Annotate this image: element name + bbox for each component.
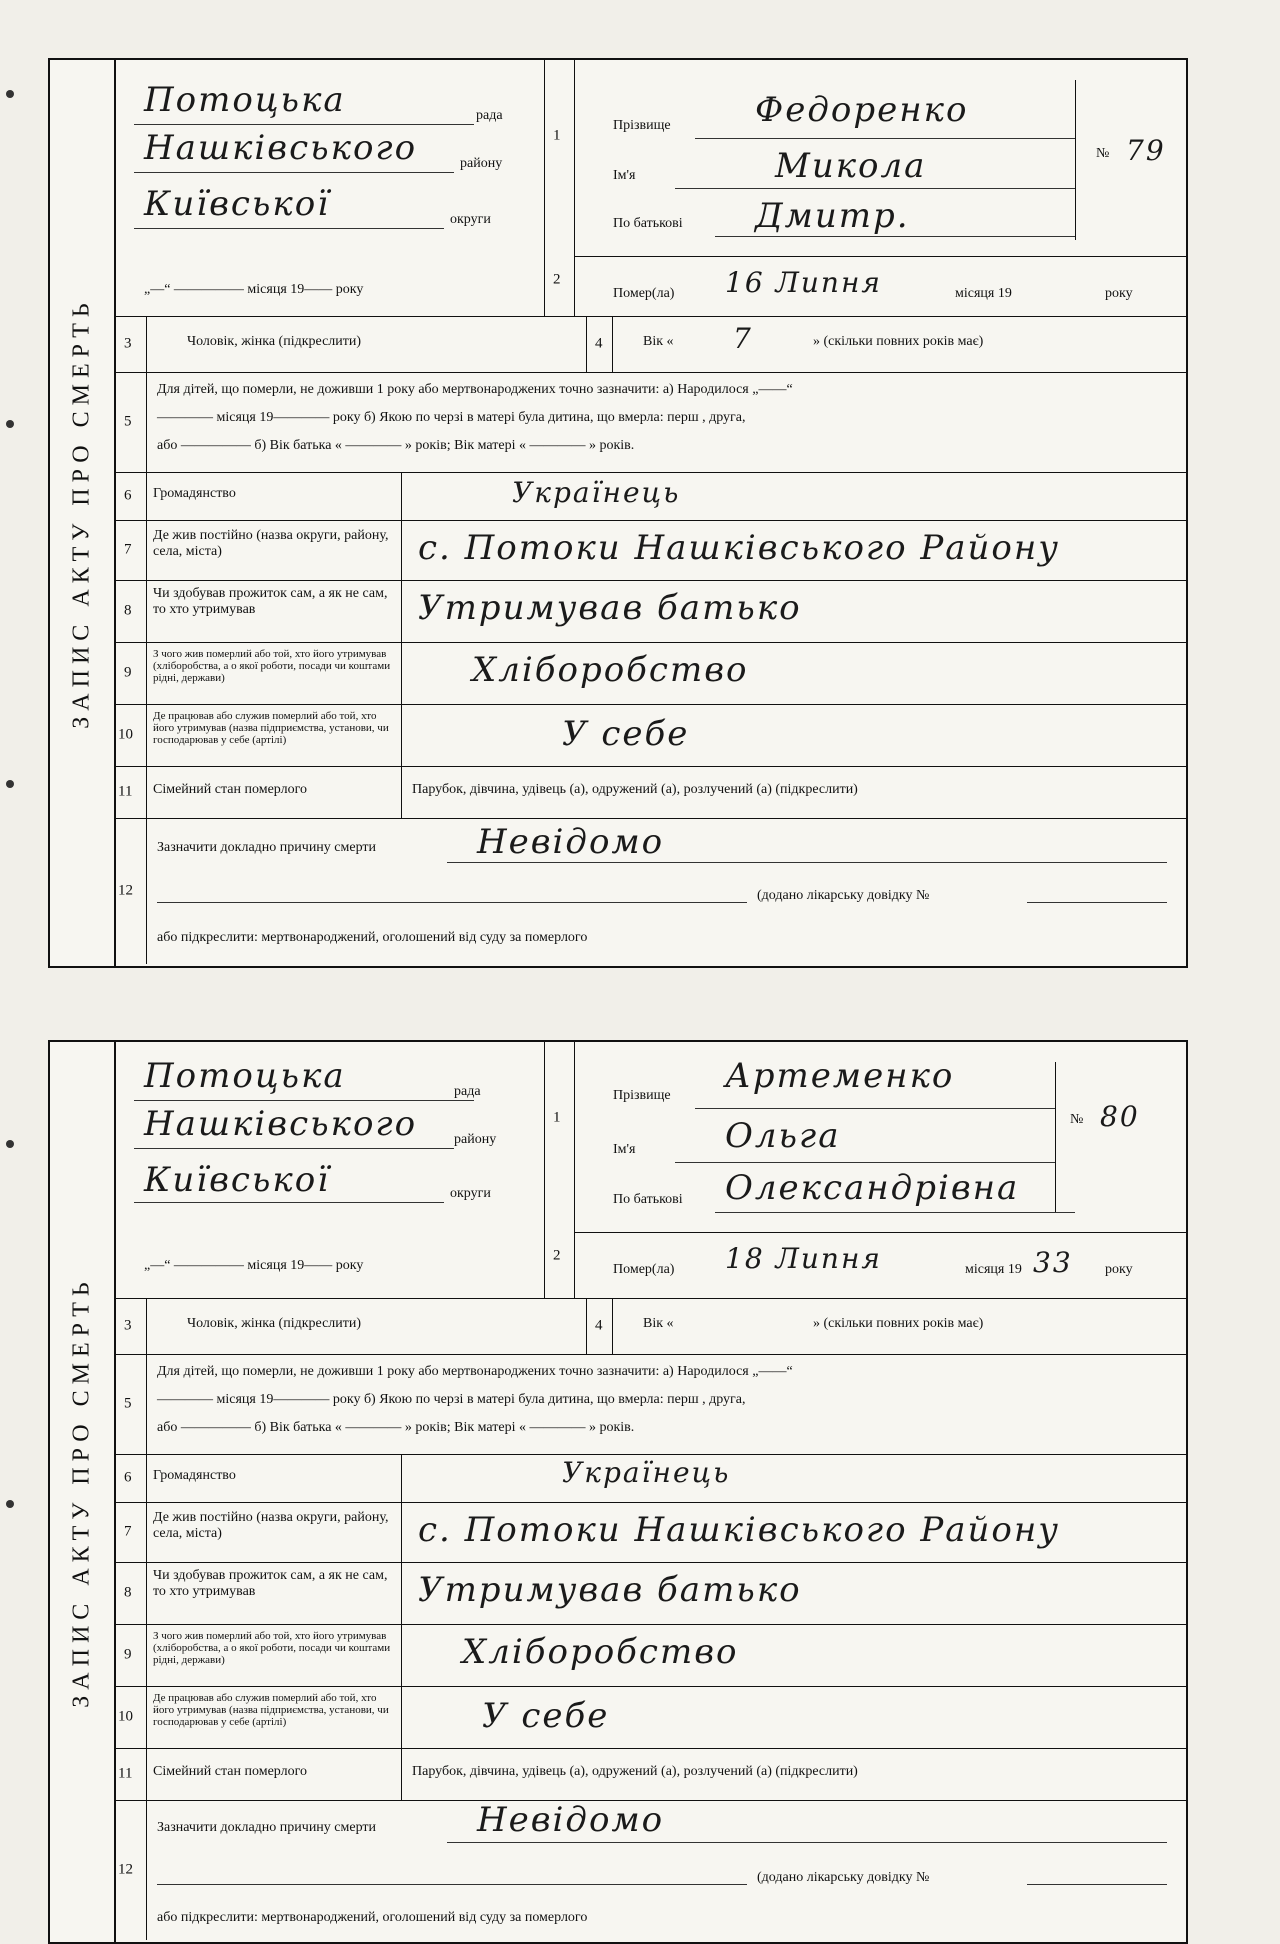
binding-hole	[6, 420, 14, 428]
row-number: 2	[553, 271, 561, 288]
row-sex-age	[114, 1298, 1186, 1355]
died-label: Помер(ла)	[613, 1262, 675, 1277]
cause-handwritten: Невідомо	[477, 1800, 665, 1840]
citizenship-label: Громадянство	[153, 1468, 236, 1483]
certificate-label: (додано лікарську довідку №	[757, 888, 930, 903]
binding-hole	[6, 780, 14, 788]
person-cell	[574, 1042, 1187, 1298]
cause-line	[447, 862, 1167, 863]
value-cell	[401, 1454, 1186, 1502]
okrug-label: округи	[450, 212, 491, 227]
side-title: ЗАПИС АКТУ ПРО СМЕРТЬ	[68, 297, 95, 729]
row-residence	[114, 520, 1186, 581]
children-line-1: Для дітей, що померли, не доживши 1 року або мертвонароджених точно зазначити: а) Народилося „——“	[157, 1364, 793, 1379]
district-handwritten: Нашківського	[144, 1104, 418, 1144]
row-marital	[114, 766, 1186, 819]
council-cell	[114, 1042, 544, 1298]
row-number: 10	[118, 726, 133, 743]
district-label: району	[454, 1132, 497, 1147]
children-line-3: або ————— б) Вік батька « ———— » років; Вік матері « ———— » років.	[157, 438, 635, 453]
row-number: 2	[553, 1247, 561, 1264]
number-handwritten: 79	[1126, 134, 1166, 167]
district-line	[134, 172, 454, 173]
patronymic-label: По батькові	[613, 216, 683, 231]
children-line-2: ———— місяця 19———— року б) Якою по черзі в матері була дитина, що вмерла: перш , друга,	[157, 1392, 746, 1407]
label-cell	[146, 1502, 402, 1562]
work-label: Де працював або служив померлий або той, хто його утримував (назва підприємства, установи, чи господарював у себе (артілі)	[153, 1692, 389, 1729]
value-cell	[401, 1562, 1186, 1624]
label-cell	[146, 520, 402, 580]
row-number-cell	[544, 60, 575, 316]
row-number: 12	[118, 1861, 133, 1878]
died-year-handwritten: 33	[1033, 1246, 1073, 1279]
age-handwritten: 7	[733, 322, 753, 355]
sex-label: Чоловік, жінка (підкреслити)	[187, 334, 362, 349]
row-number: 5	[124, 1395, 132, 1412]
cause-cell	[146, 818, 1186, 964]
name-handwritten: Ольга	[725, 1116, 841, 1156]
binding-hole	[6, 90, 14, 98]
registration-date: „—“ ————— місяця 19—— року	[144, 282, 364, 297]
sex-label: Чоловік, жінка (підкреслити)	[187, 1316, 362, 1331]
row-children	[114, 1354, 1186, 1455]
surname-line	[695, 138, 1075, 139]
died-year-label: року	[1105, 286, 1133, 301]
row-number: 3	[124, 335, 132, 352]
cause-handwritten: Невідомо	[477, 822, 665, 862]
row-number: 1	[553, 127, 561, 144]
work-handwritten: У себе	[482, 1696, 610, 1736]
header-block	[114, 1042, 1186, 1299]
council-cell	[114, 60, 544, 316]
name-label: Ім'я	[613, 168, 636, 183]
died-month-label: місяця 19	[955, 286, 1012, 301]
label-cell	[146, 642, 402, 704]
surname-line	[695, 1108, 1055, 1109]
cause-line-2	[157, 1884, 747, 1885]
number-handwritten: 80	[1100, 1100, 1140, 1133]
row-work	[114, 1686, 1186, 1749]
row-number: 9	[124, 1646, 132, 1663]
value-cell	[401, 472, 1186, 520]
row-number: 3	[124, 1317, 132, 1334]
age-suffix: » (скільки повних років має)	[813, 334, 984, 349]
row-number: 7	[124, 1523, 132, 1540]
sex-cell	[146, 316, 587, 372]
certificate-line	[1027, 902, 1167, 903]
cause-line	[447, 1842, 1167, 1843]
citizenship-label: Громадянство	[153, 486, 236, 501]
label-cell	[146, 1624, 402, 1686]
age-label: Вік «	[643, 1316, 674, 1331]
row-number: 4	[595, 1317, 603, 1334]
age-num-cell	[586, 316, 613, 372]
value-cell	[401, 520, 1186, 580]
underline-note: або підкреслити: мертвонароджений, оголошений від суду за померлого	[157, 1910, 588, 1925]
patronymic-line	[715, 1212, 1075, 1213]
label-cell	[146, 766, 402, 818]
side-title-cell	[50, 60, 116, 966]
underline-note: або підкреслити: мертвонароджений, оголошений від суду за померлого	[157, 930, 588, 945]
row-citizenship	[114, 1454, 1186, 1503]
number-label: №	[1096, 146, 1110, 161]
okrug-handwritten: Київської	[144, 184, 331, 224]
district-handwritten: Нашківського	[144, 128, 418, 168]
marital-options: Парубок, дівчина, удівець (а), одружений (а), розлучений (а) (підкреслити)	[412, 782, 858, 797]
label-cell	[146, 580, 402, 642]
label-cell	[146, 1686, 402, 1748]
name-line	[675, 1162, 1055, 1163]
income-handwritten: Хліборобство	[462, 1632, 739, 1672]
value-cell	[401, 1624, 1186, 1686]
registration-date: „—“ ————— місяця 19—— року	[144, 1258, 364, 1273]
patronymic-handwritten: Олександрівна	[725, 1168, 1020, 1208]
marital-options: Парубок, дівчина, удівець (а), одружений (а), розлучений (а) (підкреслити)	[412, 1764, 858, 1779]
okrug-line	[134, 228, 444, 229]
children-line-2: ———— місяця 19———— року б) Якою по черзі в матері була дитина, що вмерла: перш , друга,	[157, 410, 746, 425]
council-line	[134, 124, 474, 125]
council-handwritten: Потоцька	[144, 1056, 346, 1096]
name-line	[675, 188, 1075, 189]
row-number: 10	[118, 1708, 133, 1725]
livelihood-label: Чи здобував прожиток сам, а як не сам, то хто утримував	[153, 586, 388, 618]
row-sex-age	[114, 316, 1186, 373]
row-cause	[114, 818, 1186, 964]
patronymic-line	[715, 236, 1075, 237]
cause-label: Зазначити докладно причину смерти	[157, 840, 377, 855]
row-income	[114, 1624, 1186, 1687]
council-line	[134, 1100, 474, 1101]
label-cell	[146, 704, 402, 766]
number-box	[1075, 80, 1187, 240]
number-label: №	[1070, 1112, 1084, 1127]
income-label: З чого жив померлий або той, хто його утримував (хліборобства, а о якої роботи, посади чи коштами рідні, держави)	[153, 1630, 391, 1667]
value-cell	[401, 704, 1186, 766]
row-number: 8	[124, 1584, 132, 1601]
row-number: 4	[595, 335, 603, 352]
age-label: Вік «	[643, 334, 674, 349]
livelihood-handwritten: Утримував батько	[418, 1570, 802, 1610]
label-cell	[146, 1454, 402, 1502]
row-number: 7	[124, 541, 132, 558]
okrug-label: округи	[450, 1186, 491, 1201]
row-number: 1	[553, 1109, 561, 1126]
council-label: рада	[454, 1084, 481, 1099]
number-box	[1055, 1062, 1187, 1212]
label-cell	[146, 472, 402, 520]
row-number: 6	[124, 1469, 132, 1486]
district-label: району	[460, 156, 503, 171]
name-label: Ім'я	[613, 1142, 636, 1157]
livelihood-handwritten: Утримував батько	[418, 588, 802, 628]
marital-label: Сімейний стан померлого	[153, 782, 307, 797]
row-marital	[114, 1748, 1186, 1801]
marital-label: Сімейний стан померлого	[153, 1764, 307, 1779]
citizenship-handwritten: Українець	[562, 1456, 731, 1489]
row-cause	[114, 1800, 1186, 1940]
residence-label: Де жив постійно (назва округи, району, села, міста)	[153, 528, 389, 560]
row-number: 11	[118, 783, 133, 800]
row-number: 6	[124, 487, 132, 504]
residence-handwritten: с. Потоки Нашківського Району	[418, 1510, 1061, 1550]
value-cell	[401, 580, 1186, 642]
age-cell	[612, 1298, 1186, 1354]
died-handwritten: 18 Липня	[725, 1242, 882, 1275]
cause-cell	[146, 1800, 1186, 1940]
age-suffix: » (скільки повних років має)	[813, 1316, 984, 1331]
citizenship-handwritten: Українець	[512, 476, 681, 509]
livelihood-label: Чи здобував прожиток сам, а як не сам, то хто утримував	[153, 1568, 388, 1600]
work-handwritten: У себе	[562, 714, 690, 754]
row-income	[114, 642, 1186, 705]
income-handwritten: Хліборобство	[472, 650, 749, 690]
age-num-cell	[586, 1298, 613, 1354]
children-cell	[146, 372, 1186, 472]
row-citizenship	[114, 472, 1186, 521]
row-number: 8	[124, 602, 132, 619]
cause-label: Зазначити докладно причину смерти	[157, 1820, 377, 1835]
value-cell	[401, 1502, 1186, 1562]
divider	[575, 256, 1187, 257]
binding-hole	[6, 1500, 14, 1508]
sex-cell	[146, 1298, 587, 1354]
surname-label: Прізвище	[613, 1088, 671, 1103]
children-line-1: Для дітей, що померли, не доживши 1 року або мертвонароджених точно зазначити: а) Народилося „——“	[157, 382, 793, 397]
value-cell	[401, 1686, 1186, 1748]
row-residence	[114, 1502, 1186, 1563]
side-title: ЗАПИС АКТУ ПРО СМЕРТЬ	[68, 1276, 95, 1708]
district-line	[134, 1148, 454, 1149]
council-handwritten: Потоцька	[144, 80, 346, 120]
income-label: З чого жив померлий або той, хто його утримував (хліборобства, а о якої роботи, посади чи коштами рідні, держави)	[153, 648, 391, 685]
death-record-1	[48, 58, 1188, 968]
residence-label: Де жив постійно (назва округи, району, села, міста)	[153, 1510, 389, 1542]
label-cell	[146, 1562, 402, 1624]
age-cell	[612, 316, 1186, 372]
patronymic-handwritten: Дмитр.	[755, 196, 910, 236]
row-livelihood	[114, 1562, 1186, 1625]
certificate-label: (додано лікарську довідку №	[757, 1870, 930, 1885]
work-label: Де працював або служив померлий або той, хто його утримував (назва підприємства, установи, чи господарював у себе (артілі)	[153, 710, 389, 747]
header-block	[114, 60, 1186, 317]
value-cell	[401, 766, 1186, 818]
divider	[575, 1232, 1187, 1233]
value-cell	[401, 642, 1186, 704]
surname-handwritten: Федоренко	[755, 90, 969, 130]
row-children	[114, 372, 1186, 473]
okrug-line	[134, 1202, 444, 1203]
row-number: 9	[124, 664, 132, 681]
name-handwritten: Микола	[775, 146, 927, 186]
row-number: 11	[118, 1765, 133, 1782]
death-record-2	[48, 1040, 1188, 1944]
surname-label: Прізвище	[613, 118, 671, 133]
died-year-label: року	[1105, 1262, 1133, 1277]
row-work	[114, 704, 1186, 767]
binding-hole	[6, 1140, 14, 1148]
died-label: Помер(ла)	[613, 286, 675, 301]
children-cell	[146, 1354, 1186, 1454]
side-title-cell	[50, 1042, 116, 1942]
person-cell	[574, 60, 1187, 316]
row-number: 12	[118, 882, 133, 899]
value-cell	[401, 1748, 1186, 1800]
died-handwritten: 16 Липня	[725, 266, 882, 299]
row-livelihood	[114, 580, 1186, 643]
label-cell	[146, 1748, 402, 1800]
surname-handwritten: Артеменко	[725, 1056, 955, 1096]
certificate-line	[1027, 1884, 1167, 1885]
patronymic-label: По батькові	[613, 1192, 683, 1207]
okrug-handwritten: Київської	[144, 1160, 331, 1200]
children-line-3: або ————— б) Вік батька « ———— » років; Вік матері « ———— » років.	[157, 1420, 635, 1435]
row-number-cell	[544, 1042, 575, 1298]
council-label: рада	[476, 108, 503, 123]
residence-handwritten: с. Потоки Нашківського Району	[418, 528, 1061, 568]
cause-line-2	[157, 902, 747, 903]
row-number: 5	[124, 413, 132, 430]
died-month-label: місяця 19	[965, 1262, 1022, 1277]
